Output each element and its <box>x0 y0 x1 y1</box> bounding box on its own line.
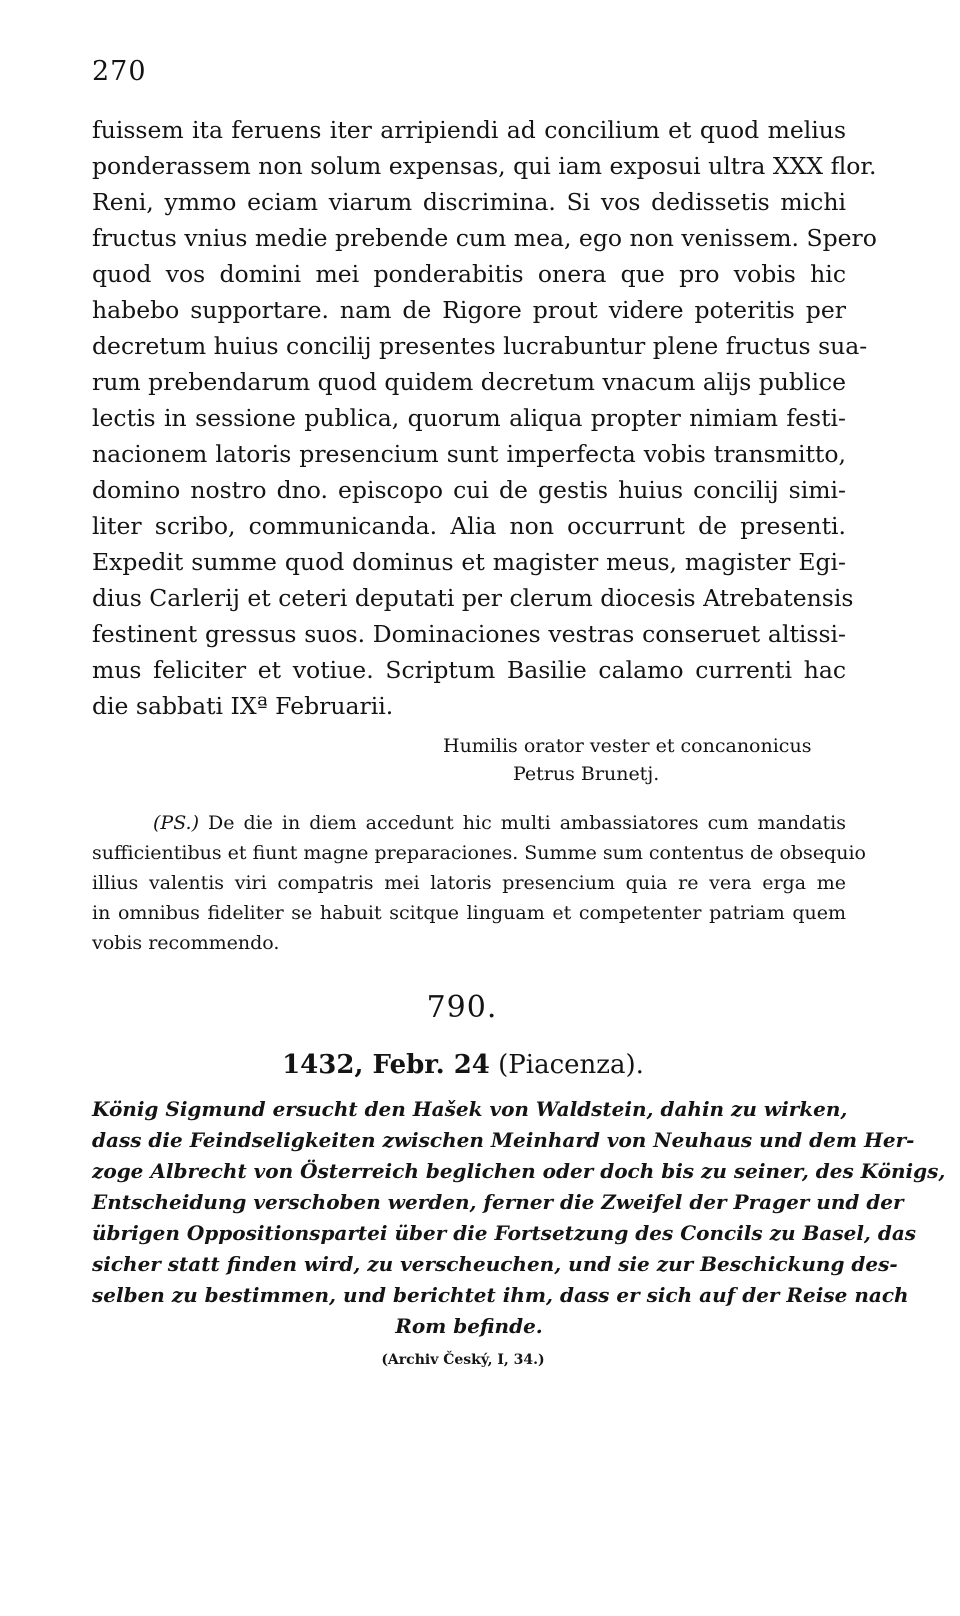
summary-line: selben zu bestimmen, und berichtet ihm, dass er sich auf der Reise nach <box>92 1283 909 1307</box>
postscript-line: vobis recommendo. <box>92 932 280 954</box>
document-date <box>0 1050 943 1080</box>
document-number: 790. <box>426 990 498 1025</box>
summary-line: Entscheidung verschoben werden, ferner die Zweifel der Prager und der <box>92 1190 904 1214</box>
summary-line: zoge Albrecht von Österreich beglichen oder doch bis zu seiner, des Königs, <box>92 1159 946 1183</box>
letter-line: liter scribo, communicanda. Alia non occurrunt de presenti. <box>92 512 846 540</box>
postscript-text: De die in diem accedunt hic multi ambassiatores cum mandatis <box>207 812 846 834</box>
letter-line: Expedit summe quod dominus et magister meus, magister Egi- <box>92 548 846 576</box>
letter-line: nacionem latoris presencium sunt imperfecta vobis transmitto, <box>92 440 846 468</box>
letter-body <box>92 112 877 724</box>
letter-line: quod vos domini mei ponderabitis onera que pro vobis hic <box>92 260 846 288</box>
letter-line: dius Carlerij et ceteri deputati per clerum diocesis Atrebatensis <box>92 584 854 612</box>
document-date-value: 1432, Febr. 24 <box>282 1050 490 1080</box>
document-place: (Piacenza). <box>498 1050 644 1080</box>
letter-signature <box>92 732 846 788</box>
document-summary <box>92 1094 946 1342</box>
postscript-label: (PS.) <box>153 812 199 834</box>
summary-line: übrigen Oppositionspartei über die Fortsetzung des Concils zu Basel, das <box>92 1221 917 1245</box>
summary-line: dass die Feindseligkeiten zwischen Meinhard von Neuhaus und dem Her- <box>92 1128 915 1152</box>
signature-line: Humilis orator vester et concanonicus <box>443 735 812 757</box>
page-number: 270 <box>92 56 147 87</box>
letter-line: fuissem ita feruens iter arripiendi ad concilium et quod melius <box>92 116 846 144</box>
letter-line: festinent gressus suos. Dominaciones vestras conseruet altissi- <box>92 620 846 648</box>
source-citation: (Archiv Český, I, 34.) <box>381 1352 545 1368</box>
letter-line: decretum huius concilij presentes lucrabuntur plene fructus sua- <box>92 332 868 360</box>
postscript <box>92 808 866 958</box>
signature-name: Petrus Brunetj. <box>513 763 660 785</box>
letter-line: die sabbati IXª Februarii. <box>92 692 394 720</box>
letter-line: domino nostro dno. episcopo cui de gestis huius concilij simi- <box>92 476 846 504</box>
summary-line: Rom befinde. <box>395 1314 543 1338</box>
postscript-line: illius valentis viri compatris mei latoris presencium quia re vera erga me <box>92 872 846 894</box>
summary-line: König Sigmund ersucht den Hašek von Waldstein, dahin zu wirken, <box>92 1097 848 1121</box>
postscript-first-line <box>92 808 846 838</box>
letter-line: mus feliciter et votiue. Scriptum Basilie calamo currenti hac <box>92 656 846 684</box>
letter-line: Reni, ymmo eciam viarum discrimina. Si vos dedissetis michi <box>92 188 846 216</box>
letter-line: ponderassem non solum expensas, qui iam exposui ultra XXX flor. <box>92 152 877 180</box>
letter-line: rum prebendarum quod quidem decretum vnacum alijs publice <box>92 368 847 396</box>
letter-line: habebo supportare. nam de Rigore prout videre poteritis per <box>92 296 846 324</box>
postscript-line: sufficientibus et fiunt magne preparaciones. Summe sum contentus de obsequio <box>92 842 866 864</box>
letter-line: fructus vnius medie prebende cum mea, ego non venissem. Spero <box>92 224 877 252</box>
letter-line: lectis in sessione publica, quorum aliqua propter nimiam festi- <box>92 404 846 432</box>
postscript-line: in omnibus fideliter se habuit scitque linguam et competenter patriam quem <box>92 902 846 924</box>
summary-line: sicher statt finden wird, zu verscheuchen, und sie zur Beschickung des- <box>92 1252 898 1276</box>
